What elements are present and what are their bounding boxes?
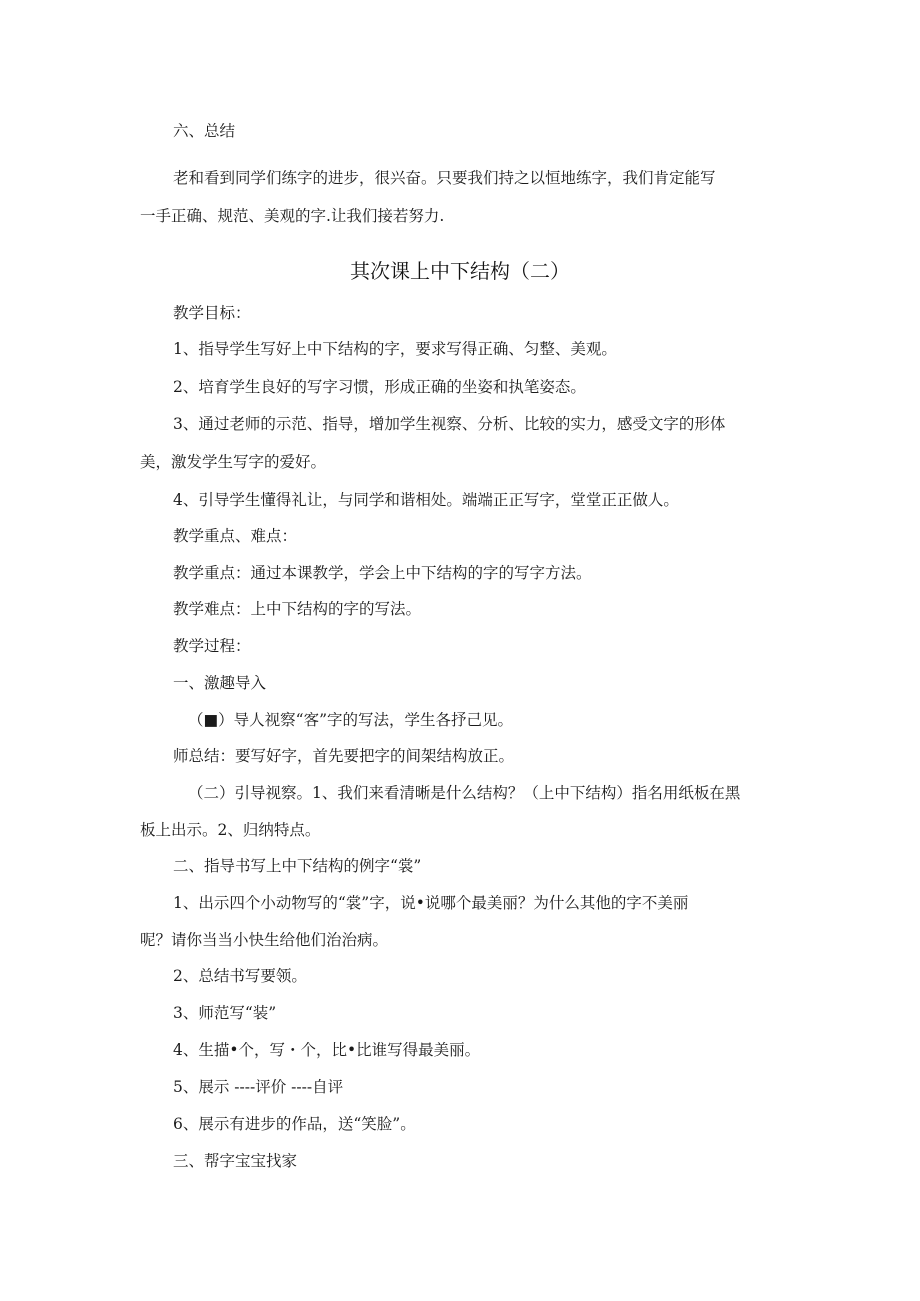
step-1-part-b-line-1: （二）引导视察。1、我们来看清晰是什么结构？（上中下结构）指名用纸板在黑 bbox=[188, 784, 741, 802]
process-heading: 教学过程： bbox=[173, 637, 251, 655]
key-point: 教学重点：通过本课教学，学会上中下结构的字的写字方法。 bbox=[173, 564, 592, 582]
step-1-part-b-line-2: 板上出示。2、归纳特点。 bbox=[140, 821, 321, 839]
step-3-heading: 三、帮字宝宝找家 bbox=[173, 1152, 298, 1170]
goal-3-line-2: 美，激发学生写字的爱好。 bbox=[140, 453, 327, 471]
step-1-part-a: （■）导人视察“客”字的写法，学生各抒己见。 bbox=[188, 711, 513, 729]
goal-1: 1、指导学生写好上中下结构的字，要求写得正确、匀整、美观。 bbox=[173, 340, 617, 358]
step-2-item-6: 6、展示有进步的作品，送“笑脸”。 bbox=[173, 1115, 416, 1133]
goal-2: 2、培育学生良好的写字习惯，形成正确的坐姿和执笔姿态。 bbox=[173, 378, 586, 396]
step-2-item-3: 3、师范写“装” bbox=[173, 1004, 277, 1022]
step-2-item-4: 4、生描•个，写・个，比•比谁写得最美丽。 bbox=[173, 1041, 481, 1059]
step-2-item-5: 5、展示 ----评价 ----自评 bbox=[173, 1078, 344, 1096]
goal-3-line-1: 3、通过老师的示范、指导，增加学生视察、分析、比较的实力，感受文字的形体 bbox=[173, 415, 726, 433]
step-2-heading: 二、指导书写上中下结构的例字“裳” bbox=[173, 857, 422, 875]
step-2-item-1-line-2: 呢？请你当当小快生给他们治治病。 bbox=[140, 931, 389, 949]
teacher-summary: 师总结：要写好字，首先要把字的间架结构放正。 bbox=[173, 747, 515, 765]
difficult-point: 教学难点：上中下结构的字的写法。 bbox=[173, 600, 422, 618]
goals-heading: 教学目标： bbox=[173, 304, 251, 322]
step-1-heading: 一、激趣导入 bbox=[173, 674, 267, 692]
step-2-item-1-line-1: 1、出示四个小动物写的“裳”字，说•说哪个最美丽？为什么其他的字不美丽 bbox=[173, 894, 689, 912]
summary-paragraph-line-2: 一手正确、规范、美观的字.让我们接若努力. bbox=[140, 207, 445, 225]
section-6-heading: 六、总结 bbox=[173, 122, 236, 140]
lesson-title: 其次课上中下结构（二） bbox=[350, 259, 570, 283]
goal-4: 4、引导学生懂得礼让，与同学和谐相处。端端正正写字，堂堂正正做人。 bbox=[173, 491, 679, 509]
summary-paragraph-line-1: 老和看到同学们练字的进步，很兴奋。只要我们持之以恒地练字，我们肯定能写 bbox=[173, 169, 716, 187]
step-2-item-2: 2、总结书写要领。 bbox=[173, 967, 307, 985]
key-difficult-heading: 教学重点、难点： bbox=[173, 527, 298, 545]
